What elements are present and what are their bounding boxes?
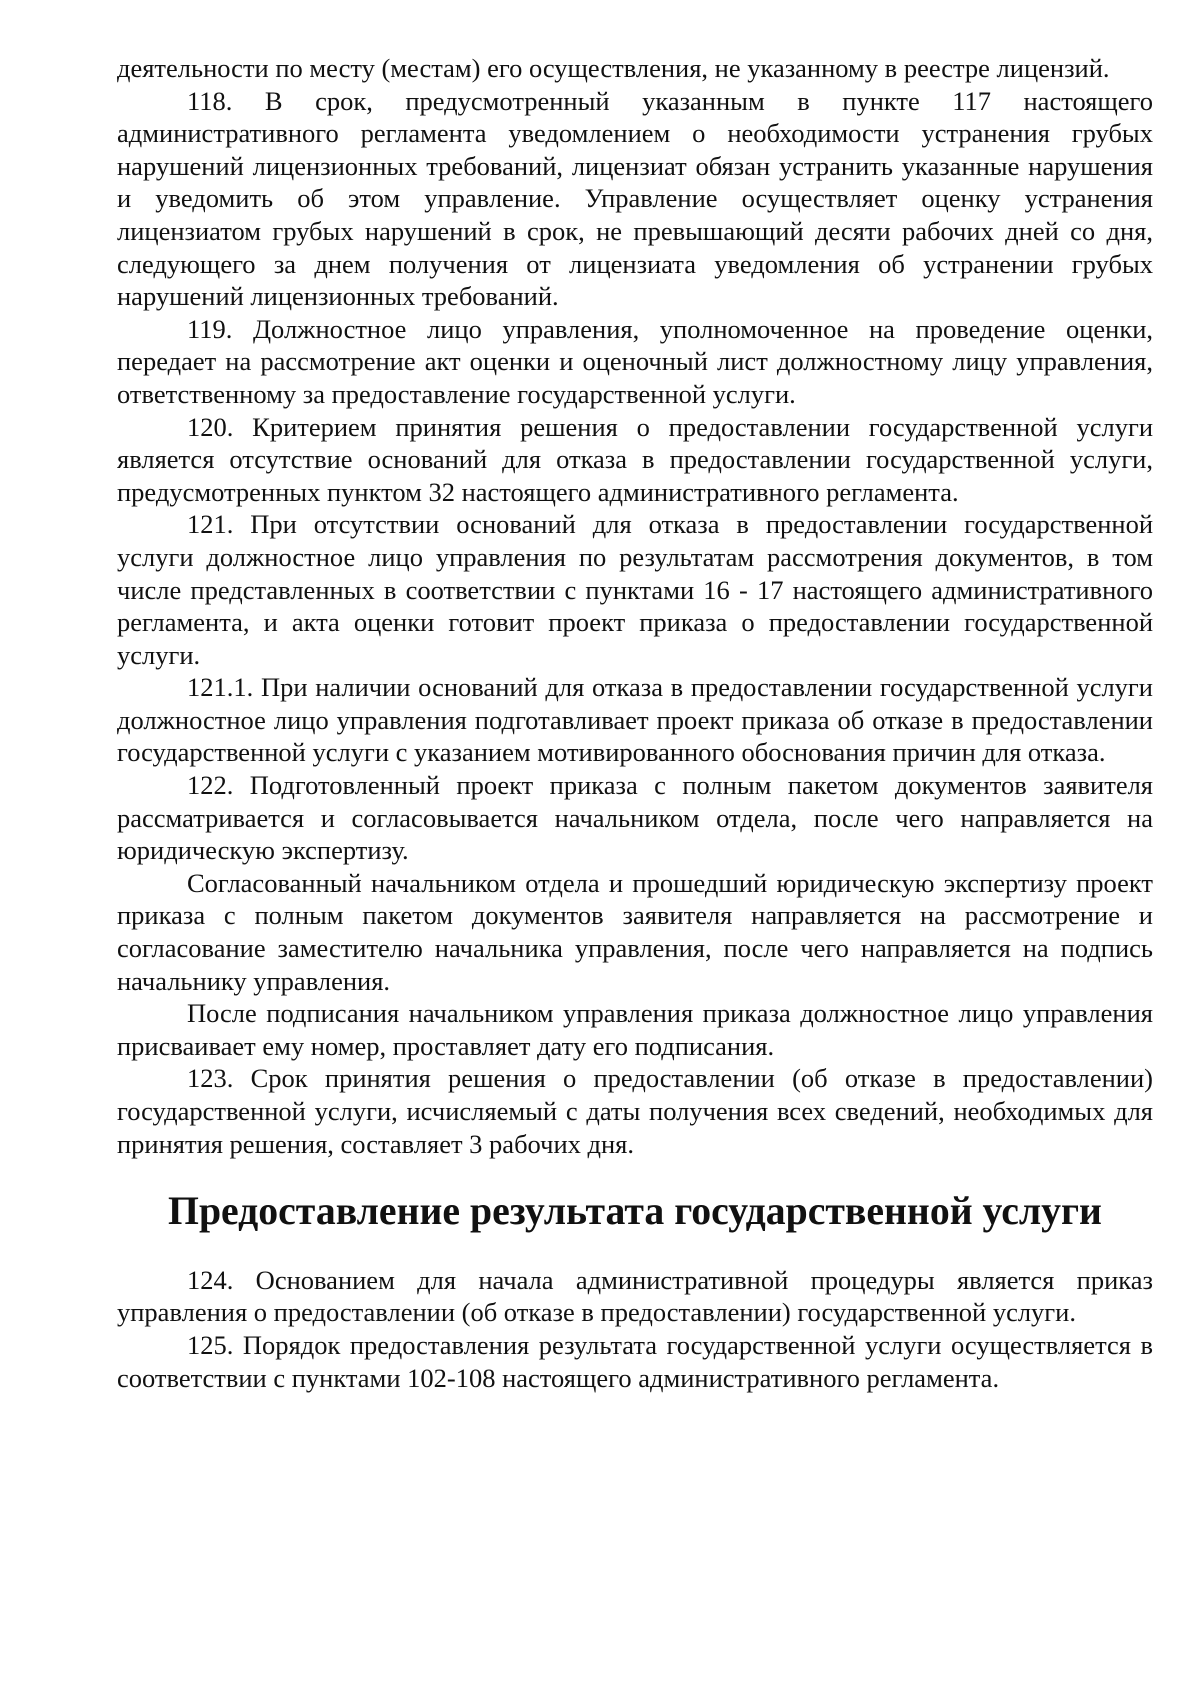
paragraph-121-1: 121.1. При наличии оснований для отказа в предоставлении государственной услуги должностное лицо управления подготавливает проект приказа об отказе в предоставлении государственной услуги с указанием мотивированного обоснования причин для отказа. [117, 672, 1153, 768]
paragraph-122-approval: Согласованный начальником отдела и прошедший юридическую экспертизу проект приказа с полным пакетом документов заявителя направляется на рассмотрение и согласование заместителю начальника управления, после чего направляется на подпись начальнику управления. [117, 867, 1153, 996]
document-page [117, 52, 1153, 1394]
paragraph-122: 122. Подготовленный проект приказа с полным пакетом документов заявителя рассматривается и согласовывается начальником отдела, после чего направляется на юридическую экспертизу. [117, 770, 1153, 866]
paragraph-125: 125. Порядок предоставления результата государственной услуги осуществляется в соответствии с пунктами 102-108 настоящего административного регламента. [117, 1329, 1153, 1393]
paragraph-121: 121. При отсутствии оснований для отказа в предоставлении государственной услуги должностное лицо управления по результатам рассмотрения документов, в том числе представленных в соответствии с пунктами 16 - 17 настоящего административного регламента, и акта оценки готовит проект приказа о предоставлении государственной услуги. [117, 509, 1153, 670]
paragraph-continuation: деятельности по месту (местам) его осуществления, не указанному в реестре лицензий. [117, 53, 1110, 83]
paragraph-120: 120. Критерием принятия решения о предоставлении государственной услуги является отсутствие оснований для отказа в предоставлении государственной услуги, предусмотренных пунктом 32 настоящего административного регламента. [117, 411, 1153, 507]
paragraph-118: 118. В срок, предусмотренный указанным в пункте 117 настоящего административного регламента уведомлением о необходимости устранения грубых нарушений лицензионных требований, лицензиат обязан устранить указанные нарушения и уведомить об этом управление. Управление осуществляет оценку устранения лицензиатом грубых нарушений в срок, не превышающий десяти рабочих дней со дня, следующего за днем получения от лицензиата уведомления об устранении грубых нарушений лицензионных требований. [117, 85, 1153, 312]
paragraph-124: 124. Основанием для начала административной процедуры является приказ управления о предоставлении (об отказе в предоставлении) государственной услуги. [117, 1264, 1153, 1328]
paragraph-119: 119. Должностное лицо управления, уполномоченное на проведение оценки, передает на рассмотрение акт оценки и оценочный лист должностному лицу управления, ответственному за предоставление государственной услуги. [117, 313, 1153, 409]
paragraph-122-signing: После подписания начальником управления приказа должностное лицо управления присваивает ему номер, проставляет дату его подписания. [117, 998, 1153, 1061]
section-heading: Предоставление результата государственной услуги [168, 1189, 1102, 1234]
paragraph-123: 123. Срок принятия решения о предоставлении (об отказе в предоставлении) государственной услуги, исчисляемый с даты получения всех сведений, необходимых для принятия решения, составляет 3 рабочих дня. [117, 1063, 1153, 1159]
